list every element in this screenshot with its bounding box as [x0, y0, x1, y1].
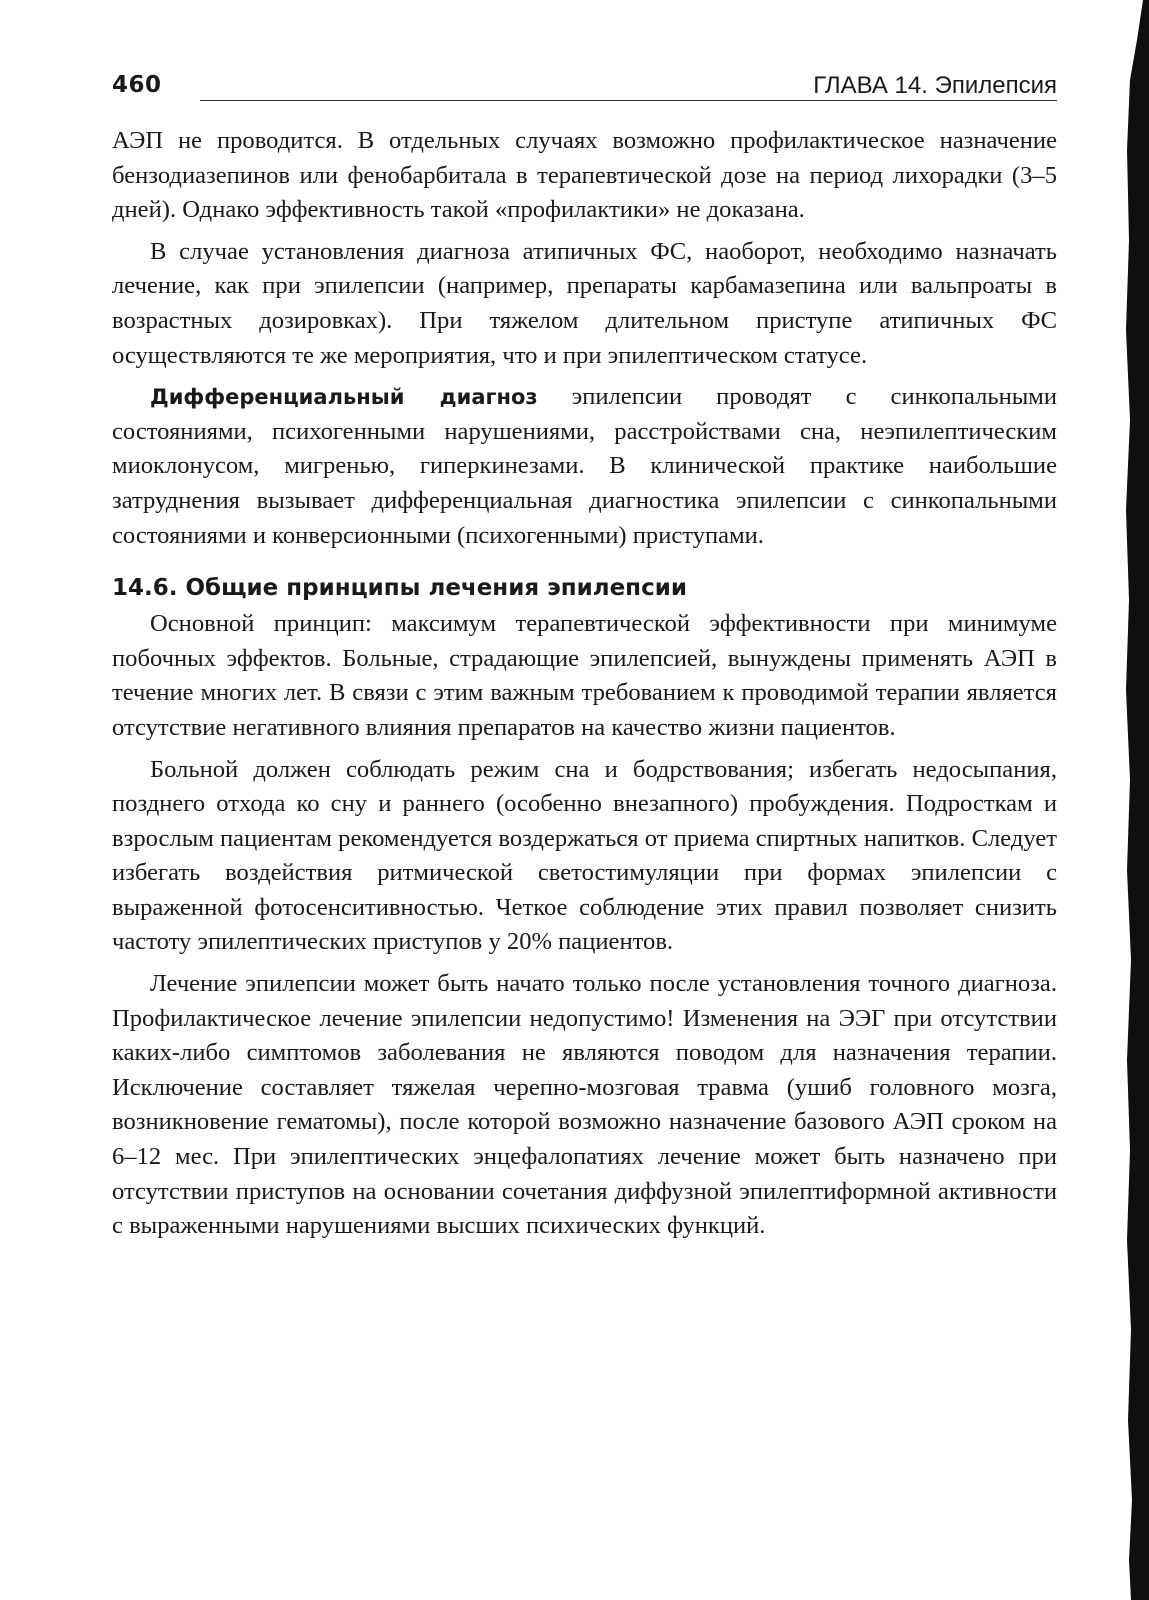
paragraph-differential-diagnosis	[112, 380, 1057, 553]
term-differential-diagnosis: Дифференциальный диагноз	[150, 385, 538, 410]
running-head: ГЛАВА 14. Эпилепсия	[813, 72, 1057, 99]
page-edge-shadow	[1115, 0, 1149, 1600]
paragraph-atypical-fs: В случае установления диагноза атипичных ФС, наоборот, необходимо назначать лечение, как при эпилепсии (например, препараты карбамазепина или вальпроаты в возрастных дозировках). При тяжелом длительном приступе атипичных ФС осуществляются те же мероприятия, что и при эпилептическом статусе.	[112, 237, 1057, 369]
paragraph-continued: АЭП не проводится. В отдельных случаях возможно профилактическое назначение бензодиазепинов или фенобарбитала в терапевтической дозе на период лихорадки (3–5 дней). Однако эффективность такой «профилактики» не доказана.	[112, 127, 1057, 224]
section-heading: 14.6. Общие принципы лечения эпилепсии	[112, 575, 687, 602]
header-rule	[200, 100, 1057, 101]
paragraph-treatment-start: Лечение эпилепсии может быть начато только после установления точного диагноза. Профилактическое лечение эпилепсии недопустимо! Изменения на ЭЭГ при отсутствии каких-либо симптомов заболевания не являются поводом для назначения терапии. Исключение составляет тяжелая черепно-мозговая травма (ушиб головного мозга, возникновение гематомы), после которой возможно назначение базового АЭП сроком на 6–12 мес. При эпилептических энцефалопатиях лечение может быть назначено при отсутствии приступов на основании сочетания диффузной эпилептиформной активности с выраженными нарушениями высших психических функций.	[112, 970, 1057, 1240]
page-header	[112, 66, 1057, 106]
page-body	[112, 124, 1057, 1251]
paragraph-main-principle: Основной принцип: максимум терапевтической эффективности при минимуме побочных эффектов. Больные, страдающие эпилепсией, вынуждены применять АЭП в течение многих лет. В связи с этим важным требованием к проводимой терапии является отсутствие негативного влияния препаратов на качество жизни пациентов.	[112, 610, 1057, 741]
page-number: 460	[112, 72, 162, 98]
paragraph-regimen: Больной должен соблюдать режим сна и бодрствования; избегать недосыпания, позднего отхода ко сну и раннего (особенно внезапного) пробуждения. Подросткам и взрослым пациентам рекомендуется воздержаться от приема спиртных напитков. Следует избегать воздействия ритмической светостимуляции при формах эпилепсии с выраженной фотосенситивностью. Четкое соблюдение этих правил позволяет снизить частоту эпилептических приступов у 20% пациентов.	[112, 755, 1057, 956]
paragraph-differential-diagnosis-text: эпилепсии проводят с синкопальными состояниями, психогенными нарушениями, расстройствами сна, неэпилептическим миоклонусом, мигренью, гиперкинезами. В клинической практике наибольшие затруднения вызывает дифференциальная диагностика эпилепсии с синкопальными состояниями и конверсионными (психогенными) приступами.	[112, 383, 1057, 549]
